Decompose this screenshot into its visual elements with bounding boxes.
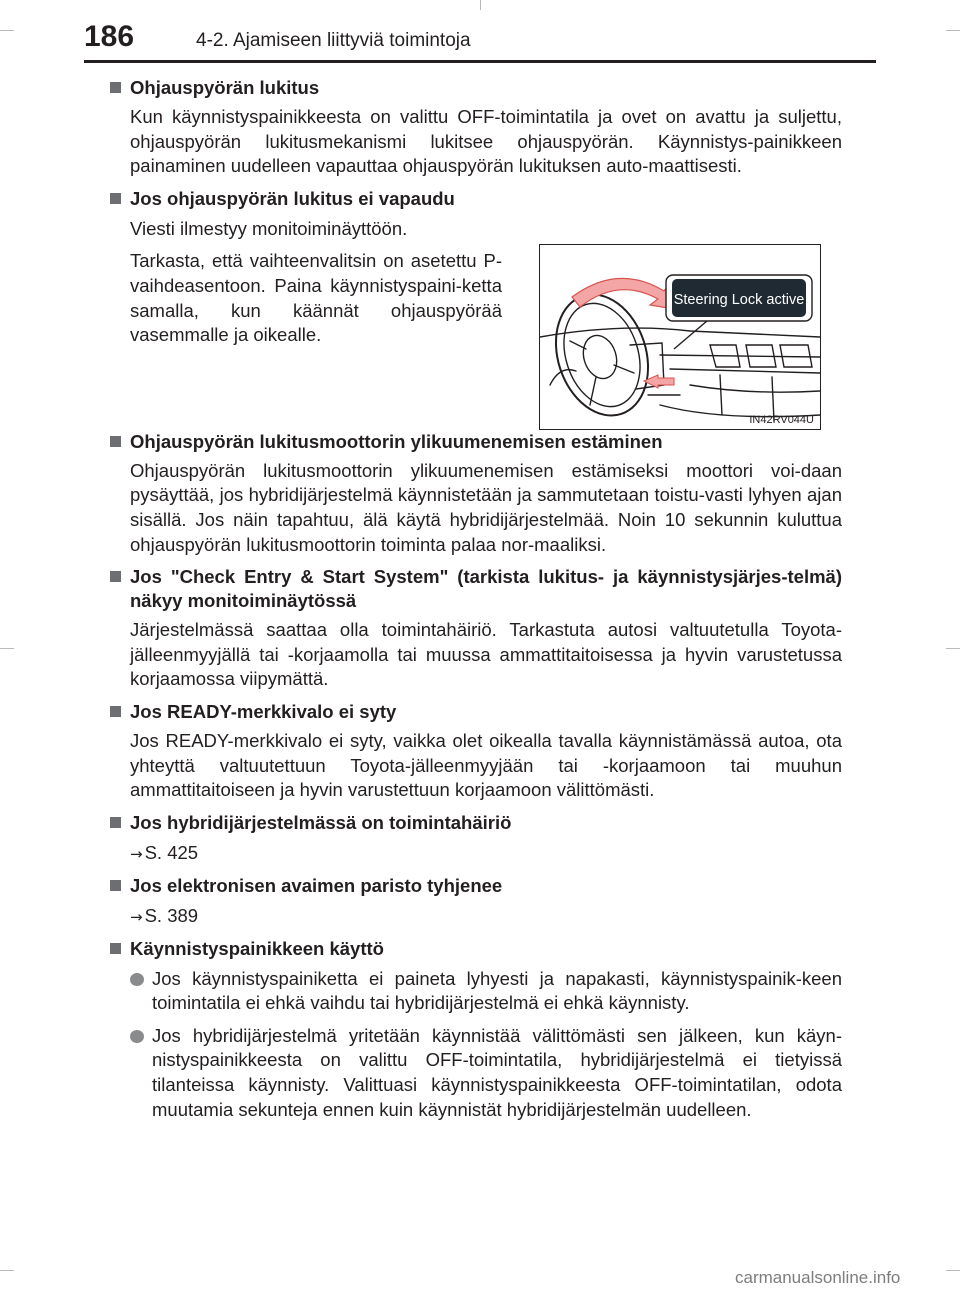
section-square-icon	[110, 82, 121, 93]
crop-mark-mid-left	[0, 648, 14, 649]
header-rule	[84, 60, 876, 63]
arrow-icon: →	[130, 907, 143, 926]
section-check-entry-start	[110, 565, 842, 692]
section-title: Jos ohjauspyörän lukitus ei vapaudu	[110, 187, 842, 211]
crop-mark-bottom-left	[0, 1270, 14, 1271]
section-square-icon	[110, 880, 121, 891]
figure-text	[130, 217, 502, 356]
section-steering-lock	[110, 76, 842, 179]
watermark: carmanualsonline.info	[735, 1268, 901, 1287]
section-title: Jos elektronisen avaimen paristo tyhjenee	[110, 874, 842, 898]
list-item: Jos hybridijärjestelmä yritetään käynnistää välittömästi sen jälkeen, kun käyn-nistyspainikkeesta on valittu OFF-toimintatila, hybridijärjestelmä ei tietyissä tilanteissa käynnisty. Valittuasi käynnistyspainikkeesta OFF-toimintatilan, odota muutamia sekunteja ennen kuin käynnistät hybridijärjestelmän uudelleen.	[130, 1024, 842, 1122]
paragraph: Viesti ilmestyy monitoiminäyttöön.	[130, 217, 408, 239]
bullet-dot-icon	[130, 1030, 144, 1043]
section-body: Kun käynnistyspainikkeesta on valittu OFF-toimintatila ja ovet on avattu ja suljettu, ohjauspyörän lukitusmekanismi lukitsee ohjauspyörän. Käynnistys-painikkeen painaminen uudelleen vapauttaa ohjauspyörän lukituksen auto-maattisesti.	[130, 106, 842, 177]
section-power-switch-use	[110, 937, 842, 1123]
page-number: 186	[84, 20, 135, 53]
section-square-icon	[110, 571, 121, 582]
steering-lock-illustration	[539, 244, 821, 430]
chapter-title: 4-2. Ajamiseen liittyviä toimintoja	[196, 30, 471, 51]
bullet-dot-icon	[130, 973, 144, 986]
section-square-icon	[110, 817, 121, 828]
paragraph: Tarkasta, että vaihteenvalitsin on asetettu P-vaihdeasentoon. Paina käynnistyspaini-ketta samalla, kun käännät ohjauspyörää vasemmalle ja oikealle.	[130, 250, 502, 346]
section-title: Ohjauspyörän lukitus	[110, 76, 842, 100]
display-message: Steering Lock active	[673, 292, 805, 308]
section-body: Jos READY-merkkivalo ei syty, vaikka olet oikealla tavalla käynnistämässä autoa, ota yhteyttä valtuutettuun Toyota-jälleenmyyjään tai -korjaamoon tai muuhun ammattitaitoiseen ja hyvin varustettuun korjaamoon välittömästi.	[130, 729, 842, 801]
section-body: Järjestelmässä saattaa olla toimintahäiriö. Tarkastuta autosi valtuutetulla Toyota-jälleenmyyjällä tai -korjaamolla tai muussa ammattitaitoisessa ja hyvin varustetussa korjaamossa viipymättä.	[130, 619, 842, 690]
page-content	[110, 76, 842, 1130]
dashboard-drawing	[540, 245, 820, 429]
section-title: Jos hybridijärjestelmässä on toimintahäiriö	[110, 811, 842, 835]
page-header	[0, 0, 960, 62]
section-title: Käynnistyspainikkeen käyttö	[110, 937, 842, 961]
section-square-icon	[110, 436, 121, 447]
arrow-icon: →	[130, 844, 143, 863]
section-body: Ohjauspyörän lukitusmoottorin ylikuumenemisen estämiseksi moottori voi-daan pysäyttää, jos hybridijärjestelmä käynnistetään ja sammutetaan toistu-vasti lyhyen ajan sisällä. Jos näin tapahtuu, älä käytä hybridijärjestelmää. Noin 10 sekunnin kuluttua ohjauspyörän lukitusmoottorin toiminta palaa nor-maaliksi.	[130, 459, 842, 555]
list-item: Jos käynnistyspainiketta ei paineta lyhyesti ja napakasti, käynnistyspainik-keen toimintatila ei ehkä vaihdu tai hybridijärjestelmä ei ehkä käynnisty.	[130, 967, 842, 1016]
section-ready-indicator	[110, 700, 842, 803]
section-motor-overheating	[110, 430, 842, 557]
section-square-icon	[110, 706, 121, 717]
section-key-battery	[110, 874, 842, 929]
crop-mark-bottom-right	[946, 1270, 960, 1271]
section-square-icon	[110, 193, 121, 204]
section-square-icon	[110, 943, 121, 954]
section-title: Ohjauspyörän lukitusmoottorin ylikuumenemisen estäminen	[110, 430, 842, 454]
bullet-list	[130, 967, 842, 1123]
page-reference: → S. 425	[130, 841, 199, 863]
crop-mark-mid-right	[946, 648, 960, 649]
page-reference: → S. 389	[130, 904, 199, 926]
section-title: Jos READY-merkkivalo ei syty	[110, 700, 842, 724]
section-title: Jos "Check Entry & Start System" (tarkista lukitus- ja käynnistysjärjes-telmä) näkyy monitoiminäytössä	[110, 565, 842, 613]
section-hybrid-malfunction	[110, 811, 842, 866]
figure-code: IN42RV044U	[749, 414, 814, 426]
